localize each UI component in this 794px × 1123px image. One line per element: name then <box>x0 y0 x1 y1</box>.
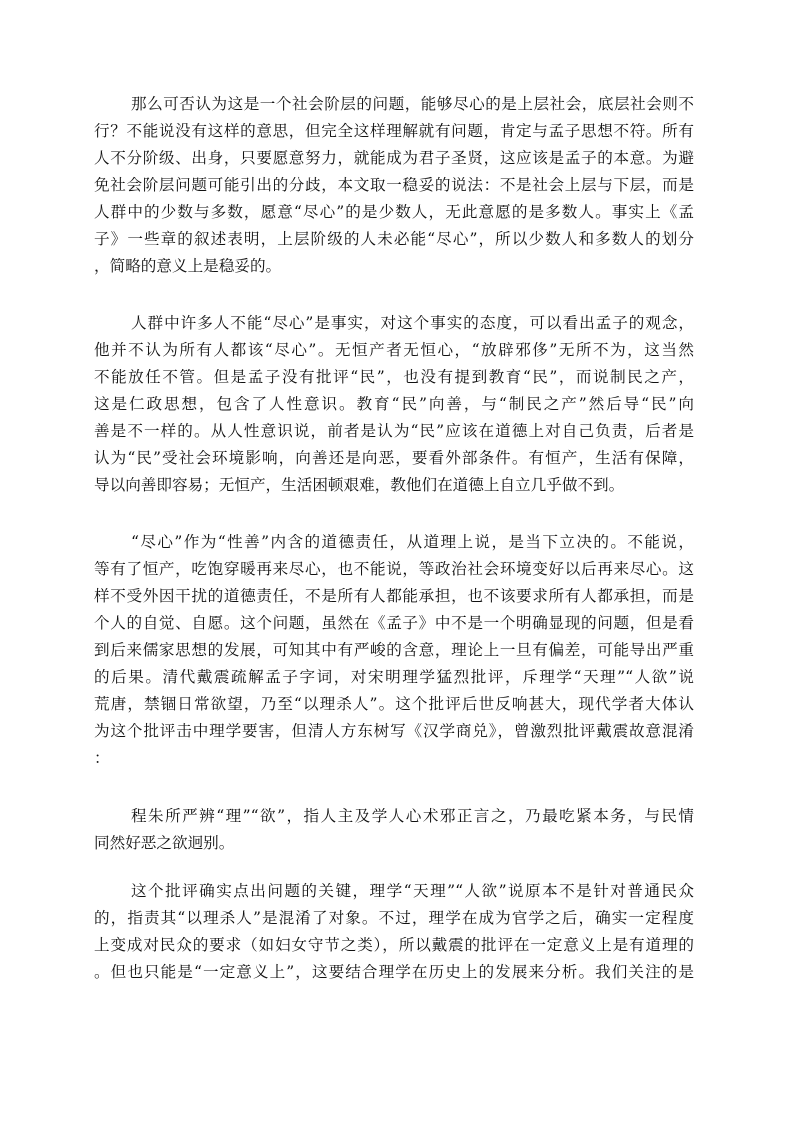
text-line: 善是不一样的。从人性意识说，前者是认为“民”应该在道德上对自己负责，后者是 <box>94 422 694 440</box>
text-line: ，简略的意义上是稳妥的。 <box>94 257 282 275</box>
text-line: ： <box>94 749 110 767</box>
text-line: 这是仁政思想，包含了人性意识。教育“民”向善，与“制民之产”然后导“民”向 <box>94 395 694 413</box>
text-line: 不能放任不管。但是孟子没有批评“民”，也没有提到教育“民”，而说制民之产， <box>94 368 694 386</box>
text-line: 人不分阶级、出身，只要愿意努力，就能成为君子圣贤，这应该是孟子的本意。为避 <box>94 149 694 167</box>
text-line: 等有了恒产，吃饱穿暖再来尽心，也不能说，等政治社会环境变好以后再来尽心。这 <box>94 560 694 578</box>
text-line: 免社会阶层问题可能引出的分歧，本文取一稳妥的说法：不是社会上层与下层，而是 <box>94 176 694 194</box>
text-line: 荒唐，禁锢日常欲望，乃至“以理杀人”。这个批评后世反响甚大，现代学者大体认 <box>94 695 694 713</box>
text-line: 人群中的少数与多数，愿意“尽心”的是少数人，无此意愿的是多数人。事实上《孟 <box>94 203 694 221</box>
text-line: 导以向善即容易；无恒产，生活困顿艰难，教他们在道德上自立几乎做不到。 <box>94 476 625 494</box>
quote-line: 同然好恶之欲迥别。 <box>94 834 235 852</box>
text-line: 他并不认为所有人都该“尽心”。无恒产者无恒心，“放辟邪侈”无所不为，这当然 <box>94 341 694 359</box>
text-line: 的后果。清代戴震疏解孟子字词，对宋明理学猛烈批评，斥理学“天理”“人欲”说 <box>94 668 694 686</box>
text-line: 上变成对民众的要求（如妇女守节之类），所以戴震的批评在一定意义上是有道理的 <box>94 936 694 954</box>
text-line: 的，指责其“以理杀人”是混淆了对象。不过，理学在成为官学之后，确实一定程度 <box>94 909 694 927</box>
text-line: 子》一些章的叙述表明，上层阶级的人未必能“尽心”，所以少数人和多数人的划分 <box>94 230 694 248</box>
text-line: 认为“民”受社会环境影响，向善还是向恶，要看外部条件。有恒产，生活有保障， <box>94 449 694 467</box>
text-line: 那么可否认为这是一个社会阶层的问题，能够尽心的是上层社会，底层社会则不 <box>131 95 694 113</box>
quote-line: 程朱所严辨“理”“欲”，指人主及学人心术邪正言之，乃最吃紧本务，与民情 <box>131 807 694 825</box>
text-line: 样不受外因干扰的道德责任，不是所有人都能承担，也不该要求所有人都承担，而是 <box>94 587 694 605</box>
text-line: 。但也只能是“一定意义上”，这要结合理学在历史上的发展来分析。我们关注的是 <box>94 963 694 981</box>
text-line: 行？不能说没有这样的意思，但完全这样理解就有问题，肯定与孟子思想不符。所有 <box>94 122 694 140</box>
text-line: 人群中许多人不能“尽心”是事实，对这个事实的态度，可以看出孟子的观念， <box>131 314 694 332</box>
text-line: 个人的自觉、自愿。这个问题，虽然在《孟子》中不是一个明确显现的问题，但是看 <box>94 614 694 632</box>
text-line: “尽心”作为“性善”内含的道德责任，从道理上说，是当下立决的。不能说， <box>131 533 694 551</box>
text-line: 到后来儒家思想的发展，可知其中有严峻的含意，理论上一旦有偏差，可能导出严重 <box>94 641 694 659</box>
text-line: 为这个批评击中理学要害，但清人方东树写《汉学商兑》，曾激烈批评戴震故意混淆 <box>94 722 694 740</box>
text-line: 这个批评确实点出问题的关键，理学“天理”“人欲”说原本不是针对普通民众 <box>131 882 694 900</box>
